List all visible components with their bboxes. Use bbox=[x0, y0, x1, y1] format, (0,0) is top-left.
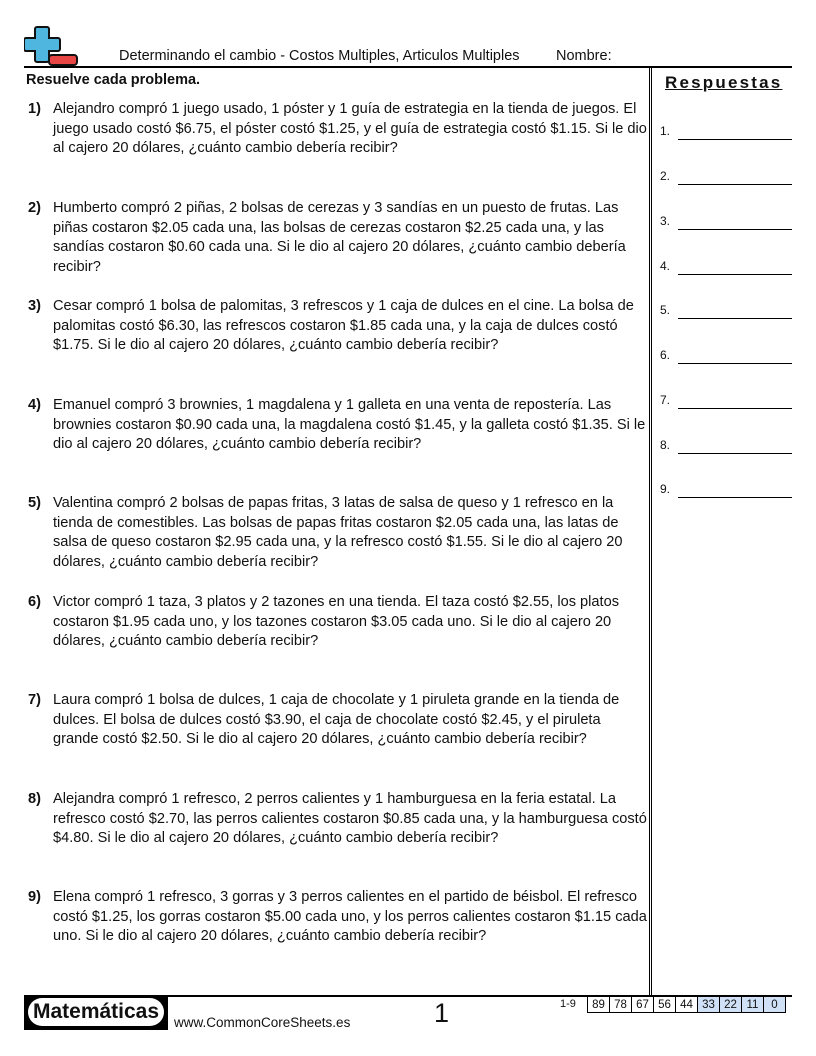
answer-number: 1. bbox=[660, 124, 671, 138]
instructions: Resuelve cada problema. bbox=[26, 72, 201, 88]
brand-logo bbox=[24, 996, 168, 1030]
problem-text: Valentina compró 2 bolsas de papas fritas, 3 latas de salsa de queso y 1 refresco en la tienda de comestibles. Las bolsas de papas fritas costaron $2.05 cada una, las latas de salsa de queso costaron $2.95 cada una, y la refresco costó $1.55. Si le dio al cajero 20 dólares, ¿cuánto cambio debería recibir? bbox=[53, 495, 623, 570]
answer-line bbox=[678, 229, 792, 230]
answers-title: Respuestas bbox=[665, 73, 783, 92]
problem-text: Alejandra compró 1 refresco, 2 perros calientes y 1 hamburguesa en la feria estatal. La refresco costó $2.70, las perros calientes costaron $0.85 cada una, y la hamburguesa costó $4.80. Si le dio al cajero 20 dólares, ¿cuánto cambio debería recibir? bbox=[53, 791, 647, 846]
answer-line bbox=[678, 139, 792, 140]
problem-number: 7) bbox=[28, 692, 41, 708]
problem-number: 1) bbox=[28, 101, 41, 117]
score-cell: 22 bbox=[720, 997, 742, 1013]
score-cell: 78 bbox=[610, 997, 632, 1013]
site-url: www.CommonCoreSheets.es bbox=[174, 1015, 351, 1030]
answer-field-2[interactable] bbox=[660, 165, 792, 185]
page-number: 1 bbox=[434, 998, 450, 1028]
problem-number: 8) bbox=[28, 791, 41, 807]
answer-number: 4. bbox=[660, 259, 671, 273]
problem-number: 9) bbox=[28, 889, 41, 905]
answer-line bbox=[678, 408, 792, 409]
header-divider bbox=[24, 66, 792, 68]
score-cell: 33 bbox=[698, 997, 720, 1013]
score-cell: 89 bbox=[588, 997, 610, 1013]
score-cell: 67 bbox=[632, 997, 654, 1013]
score-range-label: 1-9 bbox=[560, 998, 576, 1010]
score-cell: 11 bbox=[742, 997, 764, 1013]
problem-text: Emanuel compró 3 brownies, 1 magdalena y 1 galleta en una venta de repostería. Las brownies costaron $0.90 cada una, la magdalena costó $1.45, y la galleta costó $1.35. Si le dio al cajero 20 dólares, ¿cuánto cambio debería recibir? bbox=[53, 397, 646, 452]
score-cell: 56 bbox=[654, 997, 676, 1013]
answer-number: 9. bbox=[660, 482, 671, 496]
answer-line bbox=[678, 184, 792, 185]
answer-field-6[interactable] bbox=[660, 344, 792, 364]
problem-number: 4) bbox=[28, 397, 41, 413]
problem-text: Elena compró 1 refresco, 3 gorras y 3 perros calientes en el partido de béisbol. El refresco costó $1.25, los gorras costaron $5.00 cada uno, y los perros calientes costaron $1.15 cada uno. Si le dio al cajero 20 dólares, ¿cuánto cambio debería recibir? bbox=[53, 889, 647, 944]
answer-line bbox=[678, 363, 792, 364]
plus-minus-logo-icon bbox=[24, 25, 80, 67]
answer-field-7[interactable] bbox=[660, 389, 792, 409]
problem-text: Cesar compró 1 bolsa de palomitas, 3 refrescos y 1 caja de dulces en el cine. La bolsa de palomitas costó $6.30, las refrescos costaron $1.85 cada una, y la caja de dulces costó $1.75. Si le dio al cajero 20 dólares, ¿cuánto cambio debería recibir? bbox=[53, 298, 634, 353]
answer-number: 6. bbox=[660, 348, 671, 362]
problem-text: Victor compró 1 taza, 3 platos y 2 tazones en una tienda. El taza costó $2.55, los platos costaron $1.95 cada uno, y los tazones costaron $3.05 cada uno. Si le dio al cajero 20 dólares, ¿cuánto cambio debería recibir? bbox=[53, 594, 619, 649]
answer-number: 8. bbox=[660, 438, 671, 452]
answer-field-9[interactable] bbox=[660, 478, 792, 498]
score-table bbox=[587, 996, 786, 1013]
problem-text: Alejandro compró 1 juego usado, 1 póster y 1 guía de estrategia en la tienda de juegos. El juego usado costó $6.75, el póster costó $1.25, y el guía de estrategia costó $1.15. Si le dio al cajero 20 dólares, ¿cuánto cambio debería recibir? bbox=[53, 101, 647, 156]
problem-number: 3) bbox=[28, 298, 41, 314]
answer-field-1[interactable] bbox=[660, 120, 792, 140]
name-label: Nombre: bbox=[556, 48, 612, 64]
answer-field-3[interactable] bbox=[660, 210, 792, 230]
problem-text: Humberto compró 2 piñas, 2 bolsas de cerezas y 3 sandías en un puesto de frutas. Las piñas costaron $2.05 cada una, las bolsas de cerezas costaron $2.25 cada una, y las sandías costaron $0.60 cada una. Si le dio al cajero 20 dólares, ¿cuánto cambio debería recibir? bbox=[53, 200, 626, 275]
answer-field-5[interactable] bbox=[660, 299, 792, 319]
problem-text: Laura compró 1 bolsa de dulces, 1 caja de chocolate y 1 piruleta grande en la tienda de dulces. El bolsa de dulces costó $3.90, el caja de chocolate costó $2.45, y el piruleta grande costó $2.50. Si le dio al cajero 20 dólares, ¿cuánto cambio debería recibir? bbox=[53, 692, 620, 747]
score-cell: 0 bbox=[764, 997, 786, 1013]
answer-line bbox=[678, 318, 792, 319]
brand-label: Matemáticas bbox=[28, 998, 164, 1026]
worksheet-title: Determinando el cambio - Costos Multiples, Articulos Multiples bbox=[119, 48, 520, 64]
problem-number: 2) bbox=[28, 200, 41, 216]
answer-number: 3. bbox=[660, 214, 671, 228]
answer-number: 7. bbox=[660, 393, 671, 407]
problem-number: 6) bbox=[28, 594, 41, 610]
answer-field-8[interactable] bbox=[660, 434, 792, 454]
answer-number: 5. bbox=[660, 303, 671, 317]
answer-line bbox=[678, 497, 792, 498]
answer-line bbox=[678, 274, 792, 275]
answer-line bbox=[678, 453, 792, 454]
score-cell: 44 bbox=[676, 997, 698, 1013]
problem-number: 5) bbox=[28, 495, 41, 511]
answer-number: 2. bbox=[660, 169, 671, 183]
answer-field-4[interactable] bbox=[660, 255, 792, 275]
